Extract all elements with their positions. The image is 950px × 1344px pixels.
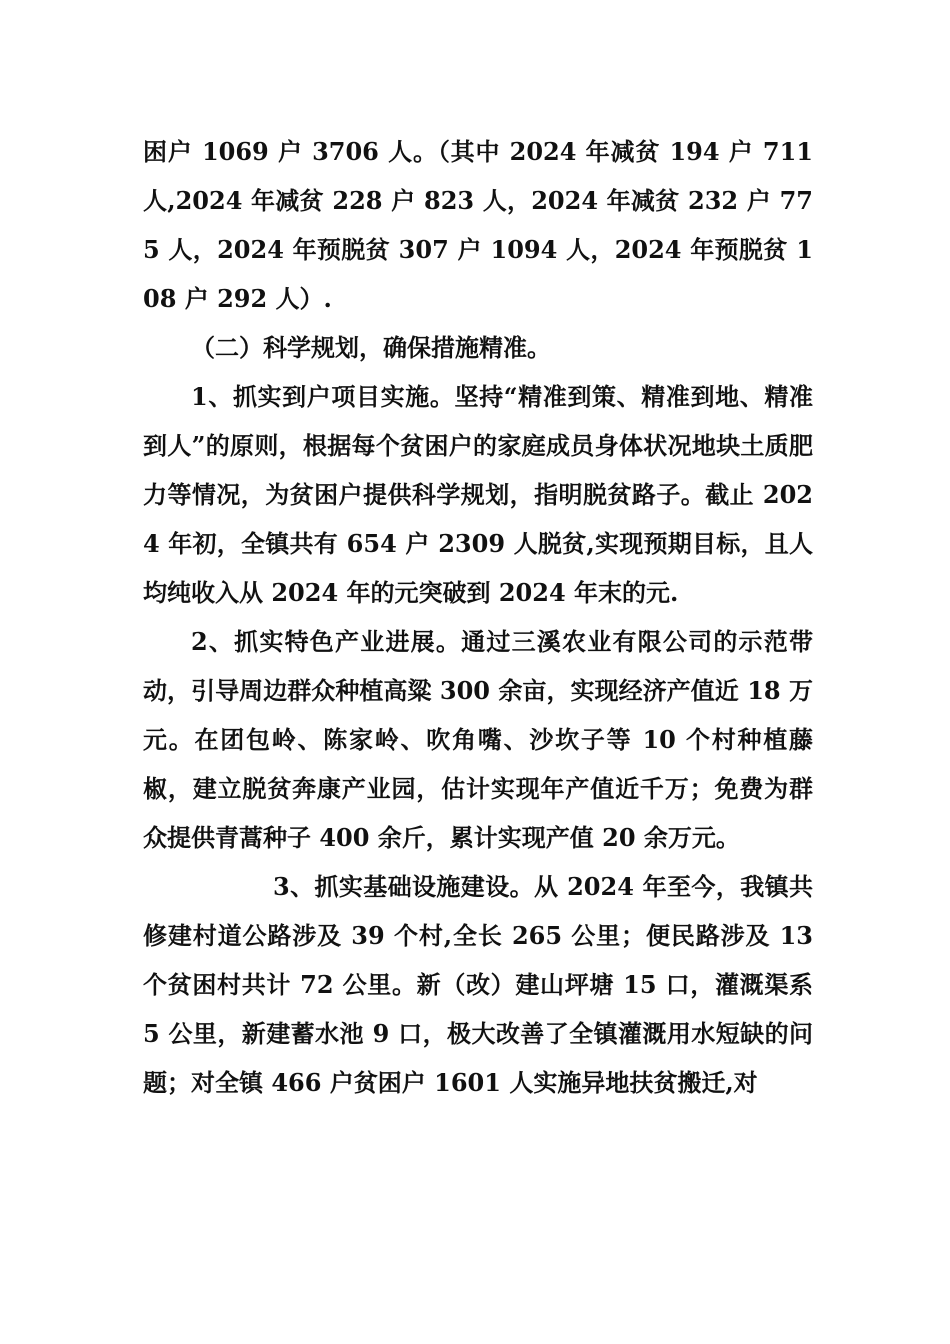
document-body bbox=[143, 127, 813, 1107]
paragraph-household-projects: 1、抓实到户项目实施。坚持“精准到策、精准到地、精准到人”的原则，根据每个贫困户的家庭成员身体状况地块土质肥力等情况，为贫困户提供科学规划，指明脱贫路子。截止 2024 年初，全镇共有 654 户 2309 人脱贫,实现预期目标，且人均纯收入从 2024 年的元突破到 2024 年末的元. bbox=[143, 382, 813, 607]
paragraph-infrastructure: 3、抓实基础设施建设。从 2024 年至今，我镇共修建村道公路涉及 39 个村,全长 265 公里；便民路涉及 13 个贫困村共计 72 公里。新（改）建山坪塘 15 口，灌溉渠系 5 公里，新建蓄水池 9 口，极大改善了全镇灌溉用水短缺的问题；对全镇 466 户贫困户 1601 人实施异地扶贫搬迁,对 bbox=[143, 872, 813, 1097]
section-heading-scientific-planning: （二）科学规划，确保措施精准。 bbox=[191, 333, 551, 362]
paragraph-poverty-summary: 困户 1069 户 3706 人。（其中 2024 年减贫 194 户 711 人,2024 年减贫 228 户 823 人，2024 年减贫 232 户 775 人，2024 年预脱贫 307 户 1094 人，2024 年预脱贫 108 户 292 人）. bbox=[143, 137, 813, 313]
paragraph-featured-industry: 2、抓实特色产业进展。通过三溪农业有限公司的示范带动，引导周边群众种植高粱 300 余亩，实现经济产值近 18 万元。在团包岭、陈家岭、吹角嘴、沙坎子等 10 个村种植藤椒，建立脱贫奔康产业园，估计实现年产值近千万；免费为群众提供青蒿种子 400 余斤，累计实现产值 20 余万元。 bbox=[143, 627, 813, 852]
